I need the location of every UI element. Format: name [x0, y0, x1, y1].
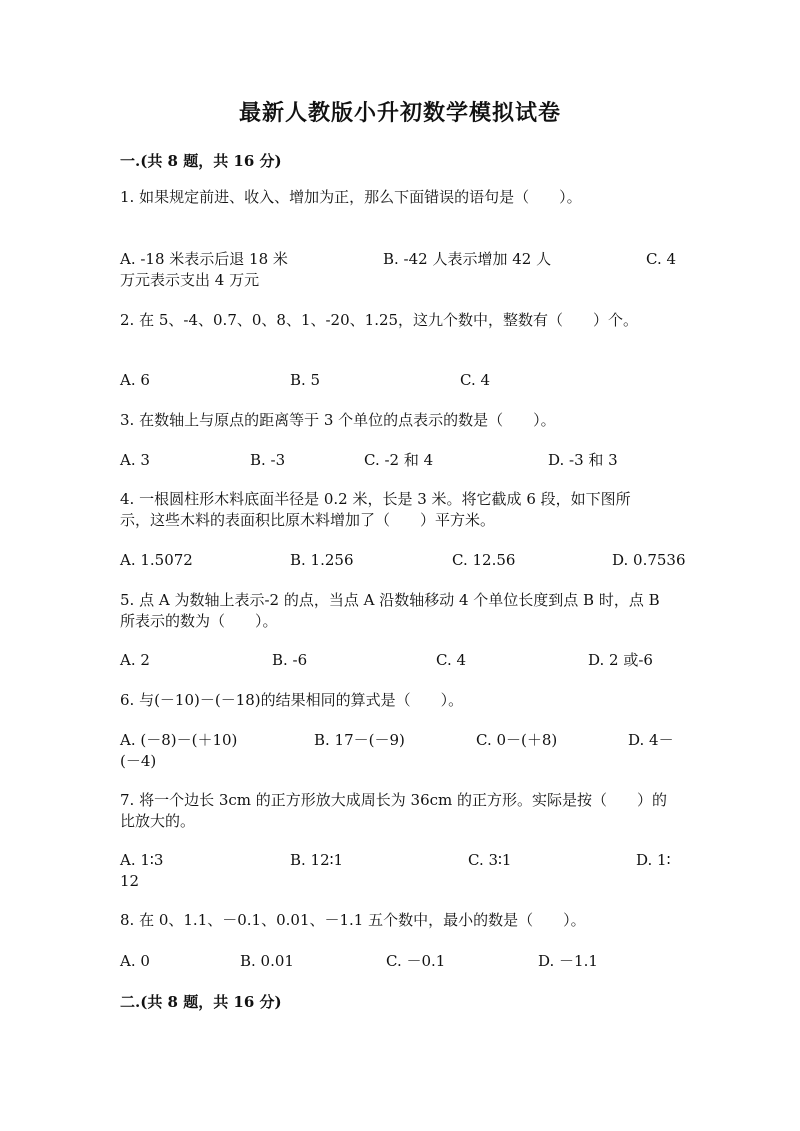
question-8-option-a: A. 0 — [120, 952, 150, 970]
question-6-option-d-cont: (－4) — [120, 752, 157, 770]
question-2-stem: 2. 在 5、-4、0.7、0、8、1、-20、1.25，这九个数中，整数有（ ）个。 — [120, 311, 639, 329]
question-2-option-c: C. 4 — [460, 371, 491, 389]
question-8-option-b: B. 0.01 — [240, 952, 294, 970]
question-5-option-b: B. -6 — [272, 651, 308, 669]
question-4-option-c: C. 12.56 — [452, 551, 516, 569]
question-5-option-c: C. 4 — [436, 651, 467, 669]
question-3-option-b: B. -3 — [250, 451, 286, 469]
question-7-option-d: D. 1∶ — [636, 851, 671, 869]
question-6-stem: 6. 与(－10)－(－18)的结果相同的算式是（ ）。 — [120, 691, 464, 709]
question-3-option-d: D. -3 和 3 — [548, 451, 618, 469]
question-5-option-d: D. 2 或-6 — [588, 651, 653, 669]
question-7-option-b: B. 12∶1 — [290, 851, 344, 869]
question-7-option-a: A. 1∶3 — [120, 851, 164, 869]
question-4-option-a: A. 1.5072 — [120, 551, 193, 569]
question-5-stem-line-2: 所表示的数为（ ）。 — [120, 612, 278, 630]
question-5-stem-line-1: 5. 点 A 为数轴上表示-2 的点，当点 A 沿数轴移动 4 个单位长度到点 B 时，点 B — [120, 591, 660, 609]
question-3-stem: 3. 在数轴上与原点的距离等于 3 个单位的点表示的数是（ ）。 — [120, 411, 556, 429]
question-3-option-a: A. 3 — [120, 451, 150, 469]
question-1-option-a: A. -18 米表示后退 18 米 — [120, 250, 288, 268]
question-7-option-c: C. 3∶1 — [468, 851, 512, 869]
question-4-option-b: B. 1.256 — [290, 551, 354, 569]
question-4-stem-line-2: 示，这些木料的表面积比原木料增加了（ ）平方米。 — [120, 511, 496, 529]
question-6-option-c: C. 0－(＋8) — [476, 731, 558, 749]
question-1-option-c-cont: 万元表示支出 4 万元 — [120, 271, 260, 289]
question-8-stem: 8. 在 0、1.1、－0.1、0.01、－1.1 五个数中，最小的数是（ ）。 — [120, 911, 586, 929]
question-6-option-b: B. 17－(－9) — [314, 731, 405, 749]
question-5-option-a: A. 2 — [120, 651, 150, 669]
question-3-option-c: C. -2 和 4 — [364, 451, 434, 469]
section-heading-2: 二.(共 8 题，共 16 分) — [120, 993, 282, 1011]
question-2-option-b: B. 5 — [290, 371, 321, 389]
question-2-option-a: A. 6 — [120, 371, 150, 389]
question-1-option-c: C. 4 — [646, 250, 677, 268]
question-1-option-b: B. -42 人表示增加 42 人 — [383, 250, 552, 268]
question-7-stem-line-1: 7. 将一个边长 3cm 的正方形放大成周长为 36cm 的正方形。实际是按（ ）的 — [120, 791, 668, 809]
question-4-stem-line-1: 4. 一根圆柱形木料底面半径是 0.2 米，长是 3 米。将它截成 6 段，如下图所 — [120, 490, 631, 508]
question-6-option-d: D. 4－ — [628, 731, 674, 749]
question-7-option-d-cont: 12 — [120, 872, 140, 890]
question-7-stem-line-2: 比放大的。 — [120, 812, 196, 830]
section-heading-1: 一.(共 8 题，共 16 分) — [120, 152, 282, 170]
question-8-option-c: C. －0.1 — [386, 952, 446, 970]
exam-title: 最新人教版小升初数学模拟试卷 — [238, 100, 561, 126]
question-8-option-d: D. －1.1 — [538, 952, 598, 970]
question-6-option-a: A. (－8)－(＋10) — [120, 731, 238, 749]
question-1-stem: 1. 如果规定前进、收入、增加为正，那么下面错误的语句是（ ）。 — [120, 188, 582, 206]
question-4-option-d: D. 0.7536 — [612, 551, 686, 569]
